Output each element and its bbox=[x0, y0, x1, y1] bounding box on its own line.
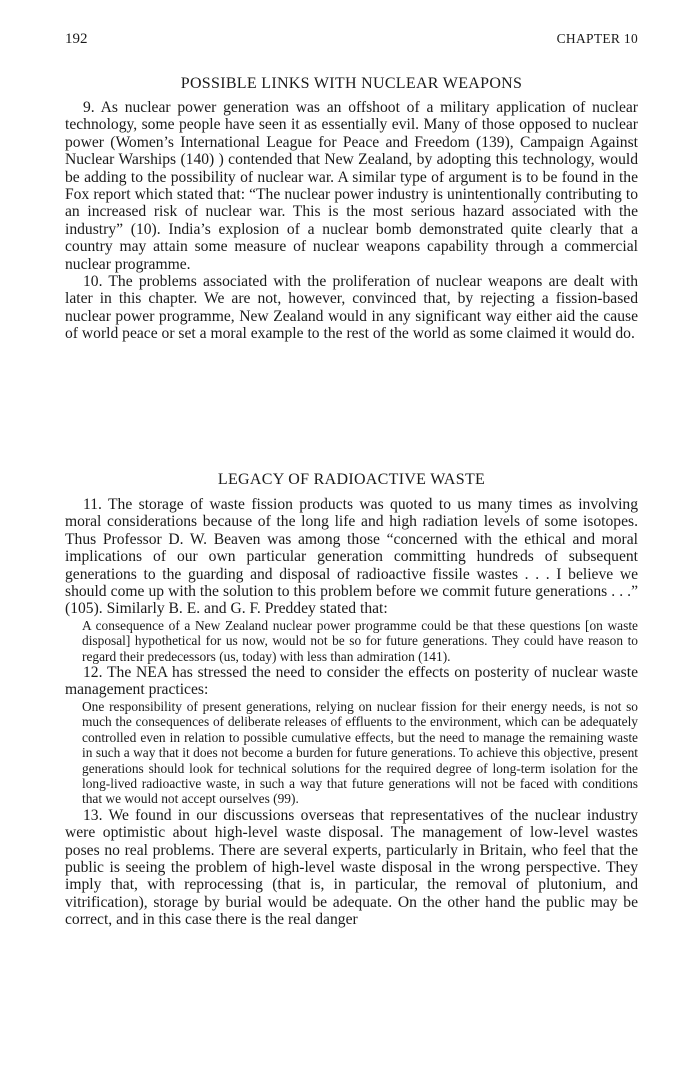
section-body-radioactive-waste bbox=[65, 496, 638, 929]
running-head bbox=[65, 31, 638, 51]
paragraph-12: 12. The NEA has stressed the need to consider the effects on posterity of nuclear waste management practices: bbox=[65, 664, 638, 699]
paragraph-10: 10. The problems associated with the proliferation of nuclear weapons are dealt with later in this chapter. We are not, however, convinced that, by rejecting a fission-based nuclear power programme, New Zealand would in any significant way either aid the cause of world peace or set a moral example to the rest of the world as some claimed it would do. bbox=[65, 273, 638, 343]
chapter-label: CHAPTER 10 bbox=[556, 31, 638, 46]
section-heading-nuclear-weapons: POSSIBLE LINKS WITH NUCLEAR WEAPONS bbox=[180, 75, 523, 92]
block-quote-preddey: A consequence of a New Zealand nuclear power programme could be that these questions [on waste disposal] hypothetical for us now, would not be so for future generations. They could have reason to regard their predecessors (us, today) with less than admiration (141). bbox=[82, 617, 638, 664]
paragraph-13: 13. We found in our discussions overseas that representatives of the nuclear industry were optimistic about high-level waste disposal. The management of low-level wastes poses no real problems. There are several experts, particularly in Britain, who feel that the public is seeing the problem of high-level waste disposal in the wrong perspective. They imply that, with reprocessing (that is, in particular, the removal of plutonium, and vitrification), storage by burial would be adequate. On the other hand the public may be correct, and in this case there is the real danger bbox=[65, 806, 638, 929]
block-quote-nea: One responsibility of present generations, relying on nuclear fission for their energy needs, is not so much the consequences of deliberate releases of effluents to the environment, which can be adequately controlled even in relation to possible cumulative effects, but the need to manage the remaining waste in such a way that it does not become a burden for future generations. To achieve this objective, present generations should look for technical solutions for the required degree of long-term isolation for the long-lived radioactive waste, in such a way that future generations will not be faced with conditions that we would not accept ourselves (99). bbox=[82, 698, 638, 807]
paragraph-9: 9. As nuclear power generation was an offshoot of a military application of nuclear technology, some people have seen it as essentially evil. Many of those opposed to nuclear power (Women’s International League for Peace and Freedom (139), Campaign Against Nuclear Warships (140) ) contended that New Zealand, by adopting this technology, would be adding to the possibility of nuclear war. A similar type of argument is to be found in the Fox report which stated that: “The nuclear power industry is unintentionally contributing to an increased risk of nuclear war. This is the most serious hazard associated with the industry” (10). India’s explosion of a nuclear bomb demonstrated quite clearly that a country may attain some measure of nuclear weapons capability through a commercial nuclear programme. bbox=[65, 99, 638, 273]
paragraph-11: 11. The storage of waste fission products was quoted to us many times as involving moral considerations because of the long life and high radiation levels of some isotopes. Thus Professor D. W. Beaven was among those “concerned with the ethical and moral implications of our own particular generation committing hundreds of subsequent generations to the guarding and disposal of radioactive fissile wastes . . . I believe we should come up with the solution to this problem before we commit future generations . . .” (105). Similarly B. E. and G. F. Preddey stated that: bbox=[65, 496, 638, 618]
section-body-nuclear-weapons bbox=[65, 99, 638, 343]
section-heading-radioactive-waste: LEGACY OF RADIOACTIVE WASTE bbox=[217, 471, 486, 488]
page-number: 192 bbox=[65, 31, 88, 47]
